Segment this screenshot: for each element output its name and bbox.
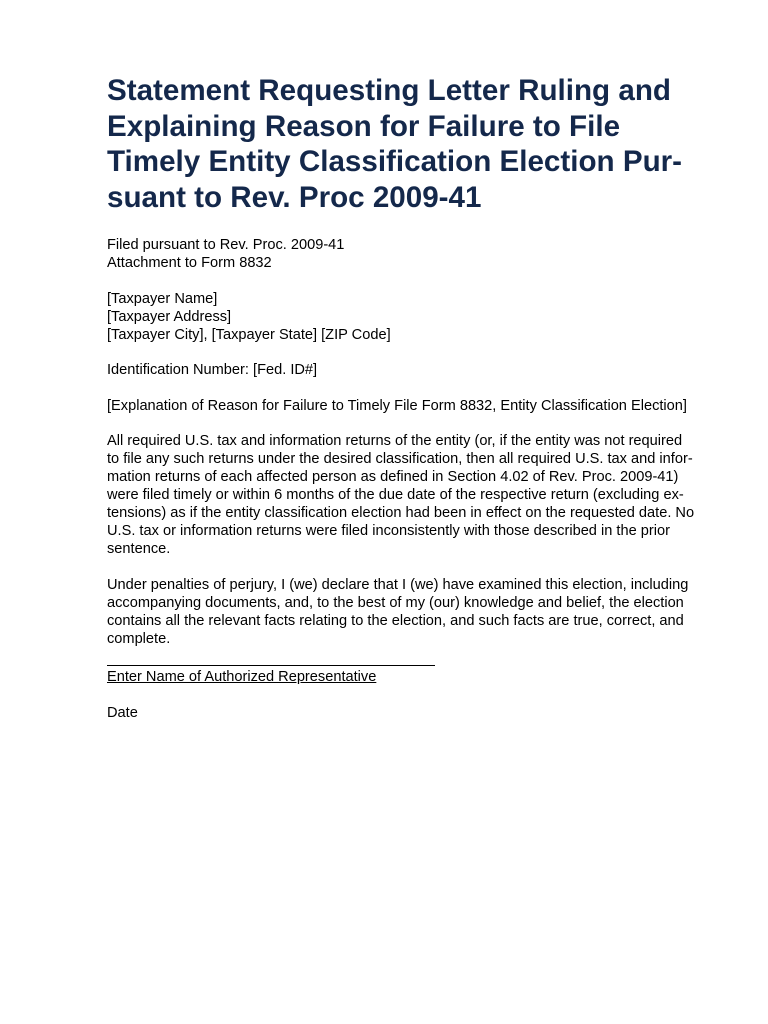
- attachment-text: Attachment to Form 8832: [107, 255, 272, 272]
- paragraph-line: to file any such returns under the desired classification, then all required U.S. tax and infor-: [107, 451, 693, 468]
- signature-line: [107, 665, 435, 666]
- paragraph-line: mation returns of each affected person as defined in Section 4.02 of Rev. Proc. 2009-41): [107, 469, 679, 486]
- explanation-text: [Explanation of Reason for Failure to Timely File Form 8832, Entity Classification Election]: [107, 397, 687, 414]
- returns-paragraph: [107, 432, 714, 558]
- title-line: Timely Entity Classification Election Pur-: [107, 145, 683, 179]
- authorized-representative-label: Enter Name of Authorized Representative: [107, 669, 377, 686]
- paragraph-line: Under penalties of perjury, I (we) declare that I (we) have examined this election, including: [107, 576, 689, 593]
- date-block: [107, 704, 714, 722]
- perjury-paragraph: [107, 576, 714, 648]
- taxpayer-address-block: [107, 290, 714, 344]
- paragraph-line: U.S. tax or information returns were filed inconsistently with those described in the prior: [107, 523, 670, 540]
- signature-name-block: [107, 668, 714, 686]
- document-title: [107, 73, 714, 215]
- title-line: suant to Rev. Proc 2009-41: [107, 180, 482, 214]
- title-line: Statement Requesting Letter Ruling and: [107, 74, 671, 107]
- paragraph-line: complete.: [107, 630, 171, 647]
- paragraph-line: contains all the relevant facts relating to the election, and such facts are true, correct, and: [107, 612, 684, 629]
- paragraph-line: accompanying documents, and, to the best of my (our) knowledge and belief, the election: [107, 594, 684, 611]
- identification-number: [107, 361, 714, 379]
- explanation-placeholder: [107, 397, 714, 415]
- filing-header-block: [107, 236, 714, 272]
- paragraph-line: were filed timely or within 6 months of the due date of the respective return (excluding ex-: [107, 487, 684, 504]
- taxpayer-city-state-zip: [Taxpayer City], [Taxpayer State] [ZIP Code]: [107, 326, 391, 343]
- identification-text: Identification Number: [Fed. ID#]: [107, 362, 318, 379]
- paragraph-line: tensions) as if the entity classification election had been in effect on the requested date. No: [107, 505, 695, 522]
- date-label: Date: [107, 704, 138, 721]
- filed-pursuant-text: Filed pursuant to Rev. Proc. 2009-41: [107, 237, 345, 254]
- taxpayer-name: [Taxpayer Name]: [107, 290, 218, 307]
- paragraph-line: sentence.: [107, 541, 171, 558]
- title-line: Explaining Reason for Failure to File: [107, 109, 621, 143]
- taxpayer-address: [Taxpayer Address]: [107, 308, 232, 325]
- paragraph-line: All required U.S. tax and information returns of the entity (or, if the entity was not required: [107, 433, 683, 450]
